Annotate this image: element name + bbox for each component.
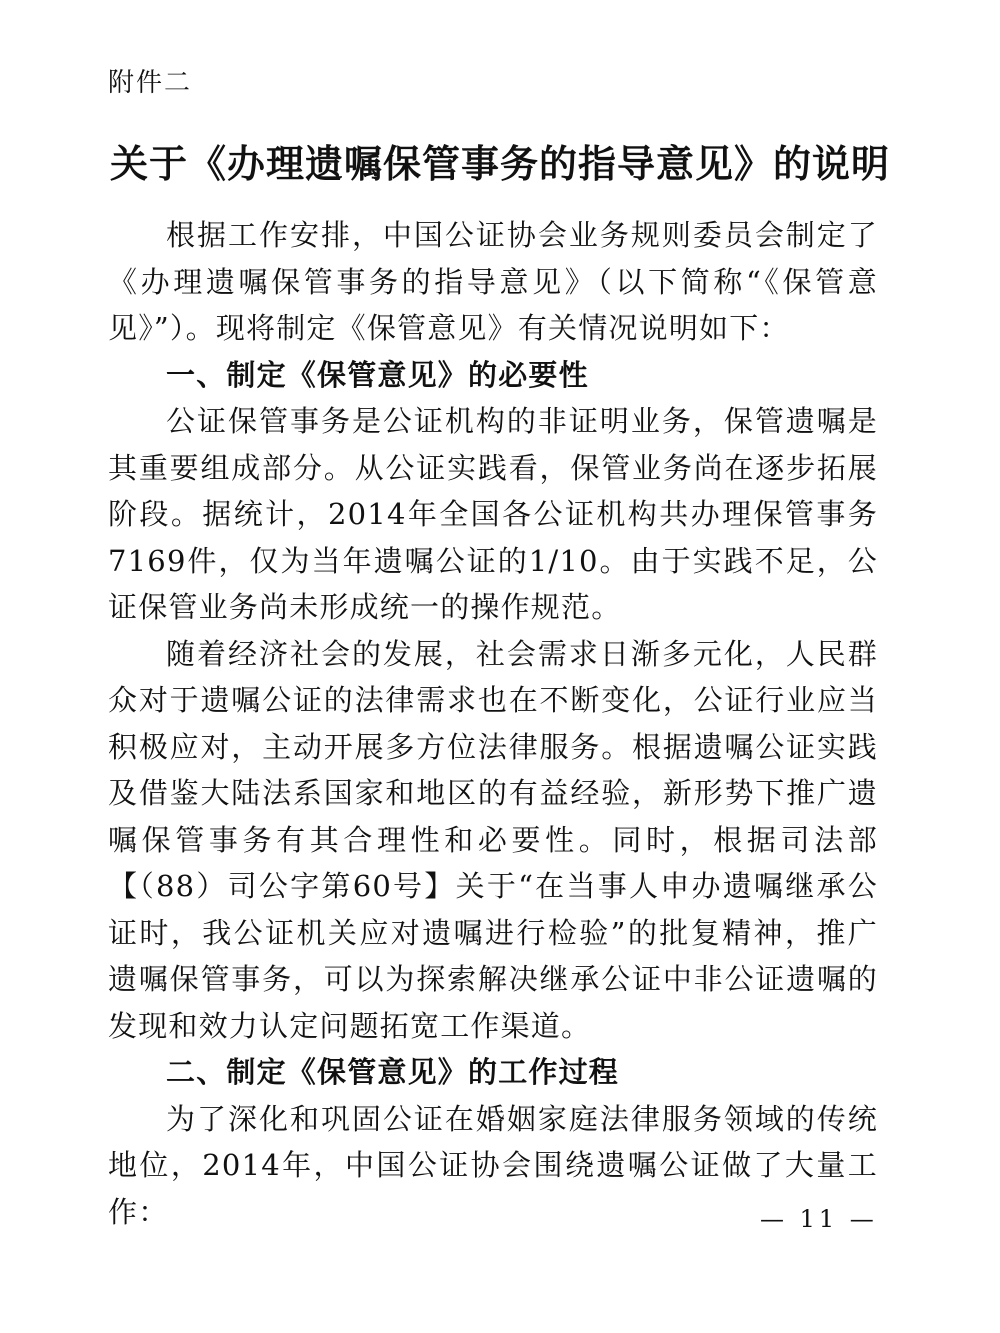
document-body xyxy=(108,212,878,1235)
body-paragraph: 随着经济社会的发展，社会需求日渐多元化，人民群众对于遗嘱公证的法律需求也在不断变化，公证行业应当积极应对，主动开展多方位法律服务。根据遗嘱公证实践及借鉴大陆法系国家和地区的有益经验，新形势下推广遗嘱保管事务有其合理性和必要性。同时，根据司法部【（88）司公字第60号】关于“在当事人申办遗嘱继承公证时，我公证机关应对遗嘱进行检验”的批复精神，推广遗嘱保管事务，可以为探索解决继承公证中非公证遗嘱的发现和效力认定问题拓宽工作渠道。 xyxy=(108,636,878,1043)
body-paragraph: 为了深化和巩固公证在婚姻家庭法律服务领域的传统地位，2014年，中国公证协会围绕遗嘱公证做了大量工作： xyxy=(108,1101,878,1229)
document-title: 关于《办理遗嘱保管事务的指导意见》的说明 xyxy=(109,142,890,186)
intro-paragraph: 根据工作安排，中国公证协会业务规则委员会制定了《办理遗嘱保管事务的指导意见》（以下简称“《保管意见》”）。现将制定《保管意见》有关情况说明如下： xyxy=(108,218,878,345)
attachment-label: 附件二 xyxy=(108,68,193,98)
section-heading-1: 一、制定《保管意见》的必要性 xyxy=(166,357,589,392)
body-paragraph: 公证保管事务是公证机构的非证明业务，保管遗嘱是其重要组成部分。从公证实践看，保管业务尚在逐步拓展阶段。据统计，2014年全国各公证机构共办理保管事务7169件，仅为当年遗嘱公证的1/10。由于实践不足，公证保管业务尚未形成统一的操作规范。 xyxy=(108,404,878,624)
page-number: — 11 — xyxy=(760,1205,878,1233)
section-heading-2: 二、制定《保管意见》的工作过程 xyxy=(166,1055,620,1089)
